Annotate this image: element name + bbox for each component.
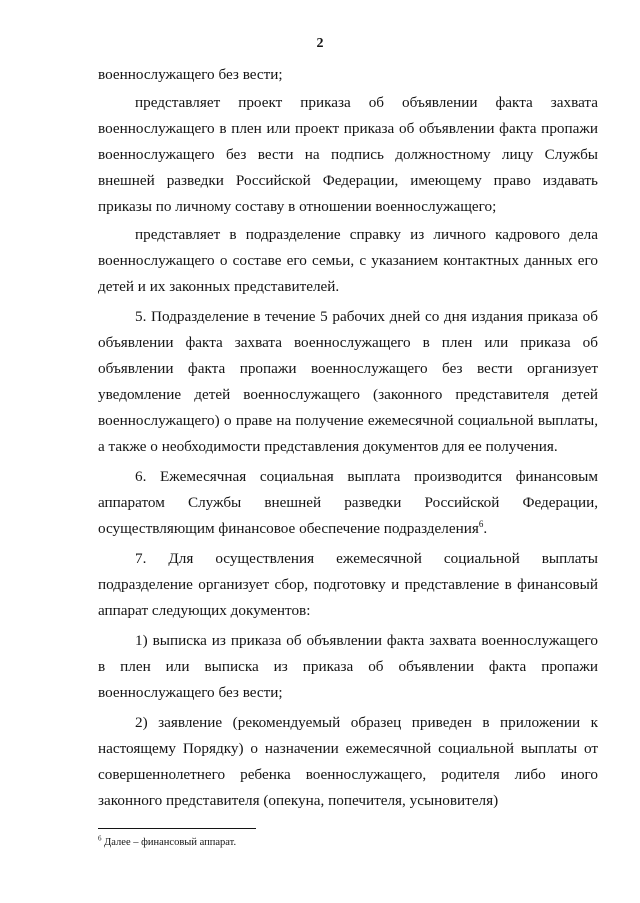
footnote-reference: 6 — [478, 518, 484, 529]
paragraph-family-certificate: представляет в подразделение справку из личного кадрового дела военнослужащего о составе его семьи, с указанием контактных данных его детей и их законных представителей. — [98, 226, 598, 295]
paragraph-item-6-text: 6. Ежемесячная социальная выплата производится финансовым аппаратом Службы внешней разведки Российской Федерации, осуществляющим финансовое обеспечение подразделения — [98, 468, 598, 537]
paragraph-item-7: 7. Для осуществления ежемесячной социальной выплаты подразделение организует сбор, подготовку и представление в финансовый аппарат следующих документов: — [98, 550, 598, 619]
footnote-text: Далее – финансовый аппарат. — [104, 837, 237, 848]
paragraph-submit-draft-order: представляет проект приказа об объявлении факта захвата военнослужащего в плен или проект приказа об объявлении факта пропажи военнослужащего без вести на подпись должностному лицу Службы внешней разведки Российской Федерации, имеющему право издавать приказы по личному составу в отношении военнослужащего; — [98, 94, 598, 215]
footnote-divider — [98, 828, 256, 829]
paragraph-subitem-1: 1) выписка из приказа об объявлении факта захвата военнослужащего в плен или выписка из приказа об объявлении факта пропажи военнослужащего без вести; — [98, 632, 598, 701]
paragraph-item-6-tail: . — [483, 520, 488, 537]
paragraph-continuation: военнослужащего без вести; — [98, 66, 283, 83]
page-number: 2 — [316, 36, 324, 51]
paragraph-item-5: 5. Подразделение в течение 5 рабочих дней со дня издания приказа об объявлении факта захвата военнослужащего в плен или приказа об объявлении факта пропажи военнослужащего без вести организует уведомление детей военнослужащего (законного представителя детей военнослужащего) о праве на получение ежемесячной социальной выплаты, а также о необходимости представления документов для ее получения. — [98, 308, 598, 455]
footnote-marker: 6 — [98, 834, 102, 843]
paragraph-item-6 — [98, 464, 598, 542]
document-body — [98, 62, 598, 814]
footnote — [98, 836, 236, 850]
paragraph-subitem-2: 2) заявление (рекомендуемый образец приведен в приложении к настоящему Порядку) о назначении ежемесячной социальной выплаты от совершеннолетнего ребенка военнослужащего, родителя либо иного законного представителя (опекуна, попечителя, усыновителя) — [98, 714, 598, 809]
